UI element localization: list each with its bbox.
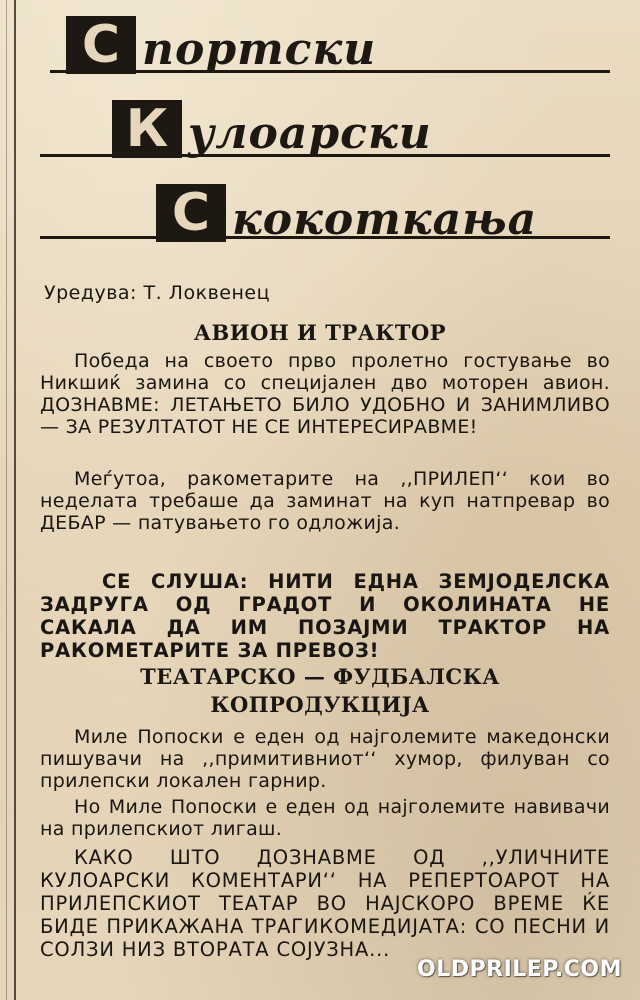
masthead-row-3 [40, 180, 610, 250]
article2-paragraph-2: Но Миле Попоски е еден од најголемите навивачи на прилепскиот лигаш. [40, 796, 610, 840]
masthead-initial-box: С [156, 184, 226, 242]
editor-byline: Уредува: Т. Локвенец [44, 282, 270, 304]
masthead-row-2 [40, 96, 610, 166]
article1-title: АВИОН И ТРАКТОР [193, 320, 447, 345]
article1-paragraph-2: Меѓутоа, ракометарите на ,,ПРИЛЕП‘‘ кои во неделата требаше да заминат на куп натпревар во ДЕБАР — патувањето го одложија. [40, 468, 610, 534]
article2-title-line2: КОПРОДУКЦИЈА [210, 692, 430, 717]
masthead-initial-box: С [66, 16, 136, 74]
masthead-word: улоарски [188, 108, 432, 159]
article2-paragraph-1: Миле Попоски е еден од најголемите македонски пишувачи на ,,примитивниот‘‘ хумор, филуван со прилепски локален гарнир. [40, 726, 610, 792]
page-edge-line [6, 0, 7, 1000]
article1-paragraph-1: Победа на своето прво пролетно гостување во Никшиќ замина со специјален дво моторен авион. ДОЗНАВМЕ: ЛЕТАЊЕТО БИЛО УДОБНО И ЗАНИМЛИВО — ЗА РЕЗУЛТАТОТ НЕ СЕ ИНТЕРЕСИРАВМЕ! [40, 350, 610, 438]
article2-paragraph-3: КАКО ШТО ДОЗНАВМЕ ОД ,,УЛИЧНИТЕ КУЛОАРСКИ КОМЕНТАРИ‘‘ НА РЕПЕРТОАРОТ НА ПРИЛЕПСКИОТ ТЕАТАР ВО НАЈСКОРО ВРЕМЕ ЌЕ БИДЕ ПРИКАЖАНА ТРАГИКОМЕДИЈАТА: СО ПЕСНИ И СОЛЗИ НИЗ ВТОРАТА СОЈУЗНА... [40, 846, 610, 961]
site-watermark: OLDPRILEP.COM [417, 957, 622, 982]
masthead-word: кокоткања [232, 194, 538, 245]
masthead-row-1 [40, 12, 610, 82]
article2-title-line1: ТЕАТАРСКО — ФУДБАЛСКА [140, 664, 500, 689]
masthead-word: портски [142, 24, 377, 75]
column-rule [14, 0, 16, 1000]
article1-paragraph-3: СЕ СЛУША: НИТИ ЕДНА ЗЕМЈОДЕЛСКА ЗАДРУГА ОД ГРАДОТ И ОКОЛИНАТА НЕ САКАЛА ДА ИМ ПОЗАЈМИ ТРАКТОР НА РАКОМЕТАРИТЕ ЗА ПРЕВОЗ! [40, 570, 610, 662]
masthead-initial-box: К [112, 100, 182, 158]
